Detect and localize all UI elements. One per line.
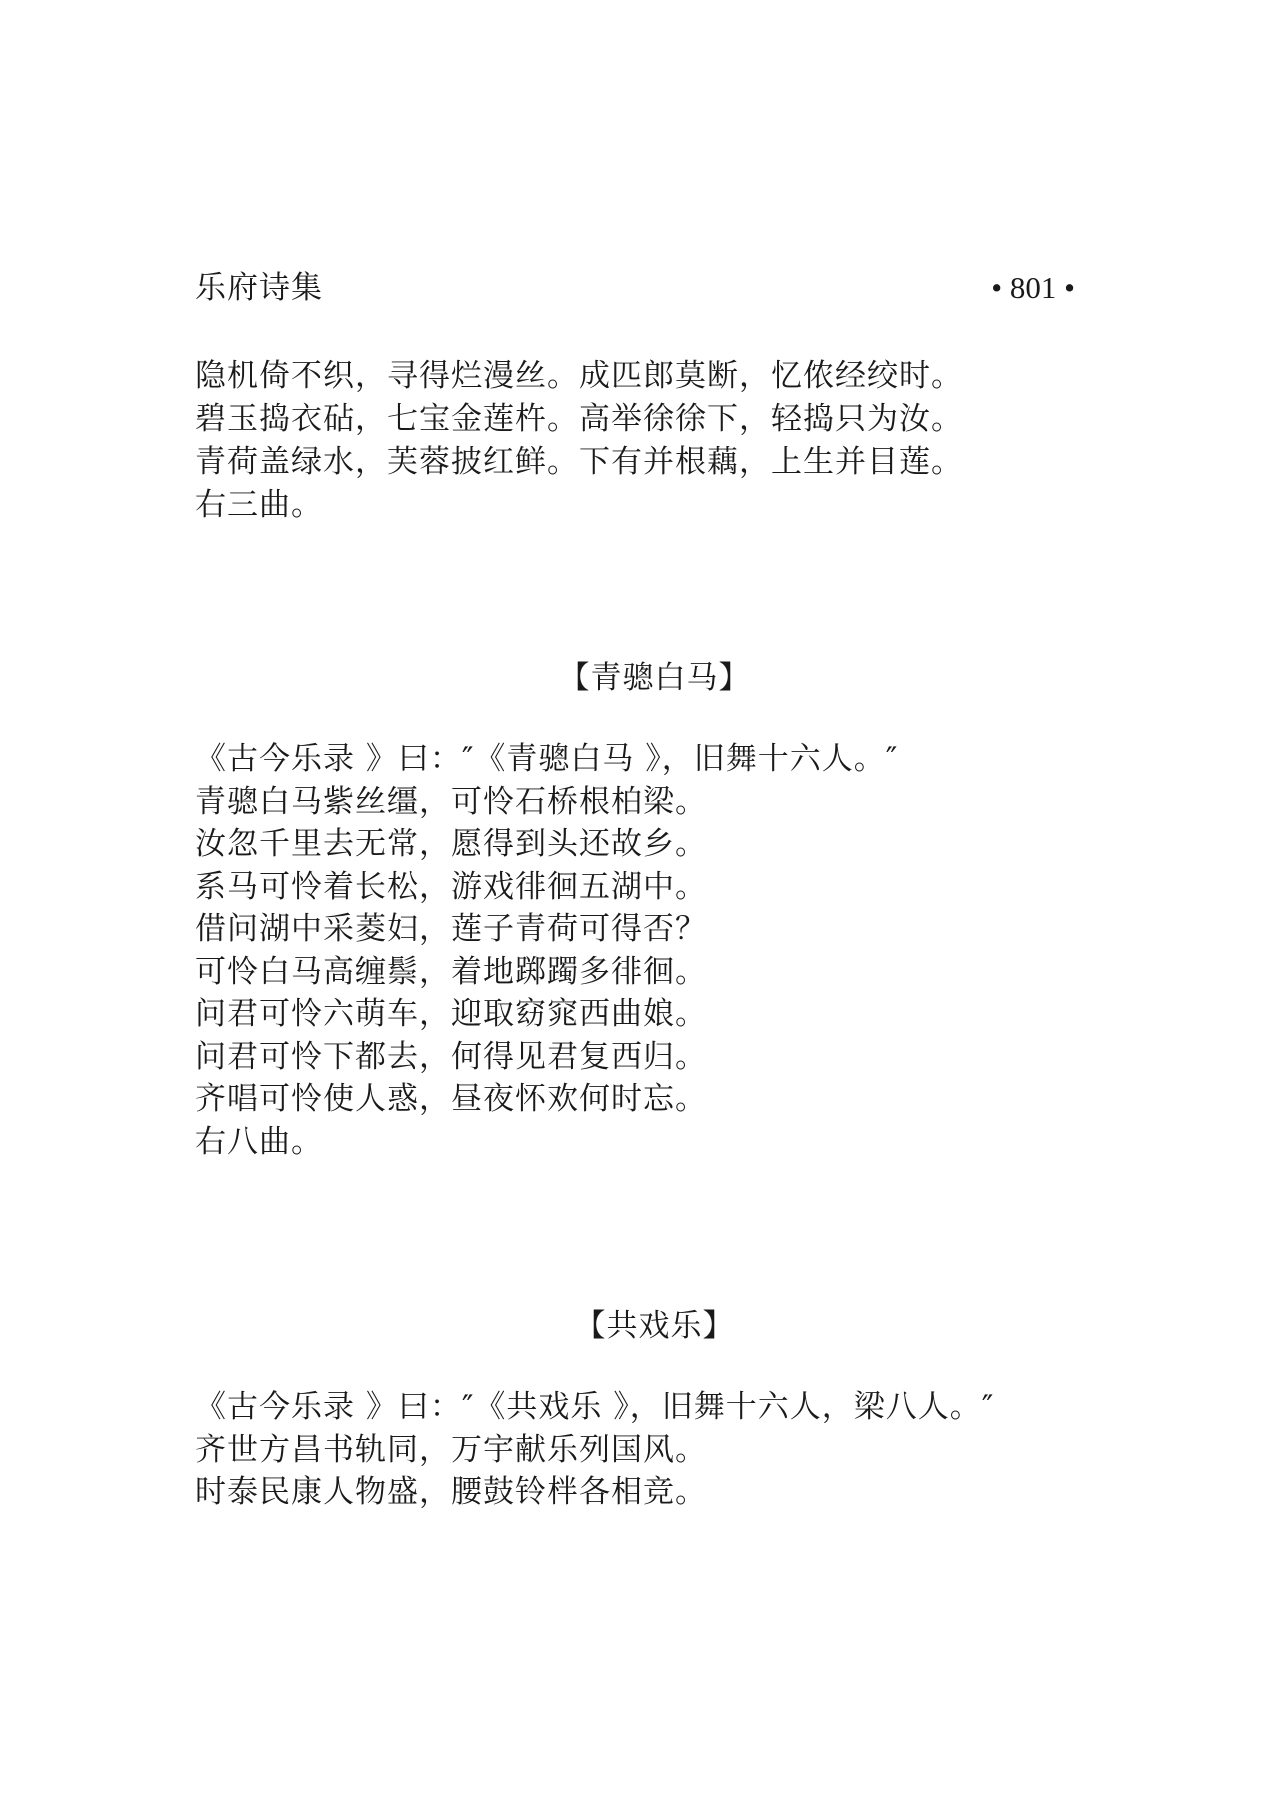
poem-line: 借问湖中采菱妇，莲子青荷可得否？: [195, 911, 707, 947]
poem-line: 青荷盖绿水，芙蓉披红鲜。下有并根藕，上生并目莲。: [195, 444, 963, 480]
section-note: 右八曲。: [195, 1123, 323, 1160]
section-note: 右三曲。: [195, 487, 323, 523]
poem-line: 问君可怜下都去，何得见君复西归。: [195, 1038, 707, 1075]
poem-line: 隐机倚不织，寻得烂漫丝。成匹郎莫断，忆侬经绞时。: [195, 358, 963, 394]
source-citation: 《古今乐录 》曰：″《青骢白马 》，旧舞十六人。″: [195, 741, 899, 777]
poem-line: 汝忽千里去无常，愿得到头还故乡。: [195, 826, 707, 862]
poem-line: 问君可怜六萌车，迎取窈窕西曲娘。: [195, 996, 707, 1032]
book-title: 乐府诗集: [195, 270, 323, 306]
poem-line: 碧玉捣衣砧，七宝金莲杵。高举徐徐下，轻捣只为汝。: [195, 401, 963, 437]
poem-line: 时泰民康人物盛，腰鼓铃柈各相竞。: [195, 1474, 707, 1510]
previous-poem-lines: [195, 355, 1095, 527]
qingcong-poem-lines: [195, 738, 1095, 1163]
poem-line: 可怜白马高缠鬃，着地踯躅多徘徊。: [195, 953, 707, 990]
poem-line: 青骢白马紫丝缰，可怜石桥根柏梁。: [195, 783, 707, 820]
section-heading-qingcong: 【青骢白马】: [558, 660, 751, 696]
gongxile-poem-lines: [195, 1386, 1095, 1514]
poem-line: 齐世方昌书轨同，万宇献乐列国风。: [195, 1431, 707, 1468]
page-number: • 801 •: [991, 270, 1075, 305]
running-header: [195, 268, 1075, 308]
poem-line: 齐唱可怜使人惑，昼夜怀欢何时忘。: [195, 1081, 707, 1117]
source-citation: 《古今乐录 》曰：″《共戏乐 》，旧舞十六人，梁八人。″: [195, 1389, 995, 1425]
section-heading-gongxile: 【共戏乐】: [574, 1308, 735, 1344]
poem-line: 系马可怜着长松，游戏徘徊五湖中。: [195, 868, 707, 905]
